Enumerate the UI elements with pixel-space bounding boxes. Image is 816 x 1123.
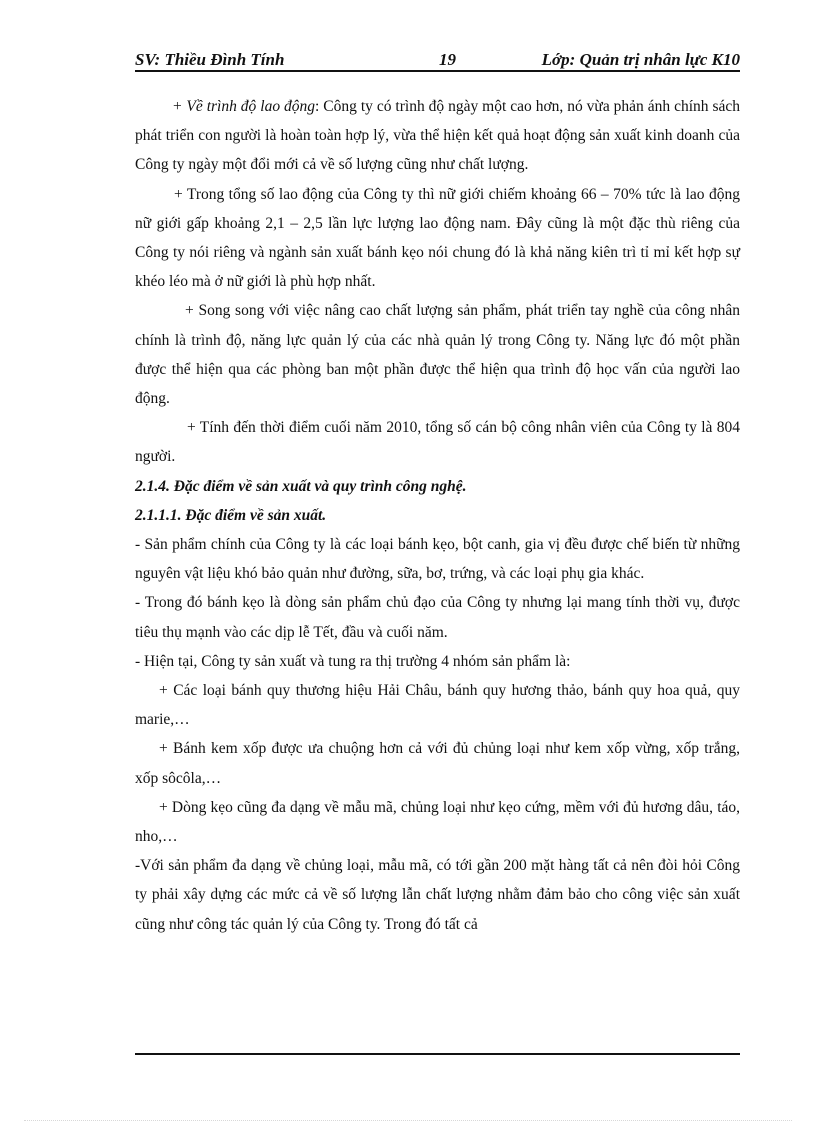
header-page-number: 19 [439, 50, 456, 69]
paragraph-staff-total: + Tính đến thời điểm cuối năm 2010, tổng số cán bộ công nhân viên của Công ty là 804 người. [135, 419, 740, 466]
paragraph-workforce-level [135, 92, 740, 180]
section-heading: 2.1.4. Đặc điểm về sản xuất và quy trình công nghệ. [135, 477, 467, 495]
header-class-name: Lớp: Quản trị nhân lực K10 [541, 50, 740, 69]
paragraph-product-groups: - Hiện tại, Công ty sản xuất và tung ra thị trường 4 nhóm sản phẩm là: [135, 652, 571, 670]
paragraph-female-ratio: + Trong tổng số lao động của Công ty thì nữ giới chiếm khoảng 66 – 70% tức là lao động nữ giới gấp khoảng 2,1 – 2,5 lần lực lượng lao động nam. Đây cũng là một đặc thù riêng của Công ty nói riêng và ngành sản xuất bánh kẹo nói chung đó là khả năng kiên trì tỉ mỉ kết hợp sự khéo léo mà ở nữ giới là phù hợp nhất. [135, 185, 740, 291]
header-student-name: SV: Thiều Đình Tính [135, 50, 285, 69]
paragraph-product-variety: -Với sản phẩm đa dạng về chủng loại, mẫu mã, có tới gần 200 mặt hàng tất cả nên đòi hỏi Công ty phải xây dựng các mức cả về số lượng lẫn chất lượng nhằm đảm bảo cho công việc sản xuất cũng như công tác quản lý của Công ty. Trong đó tất cả [135, 857, 740, 933]
paragraph-lead-italic: + Về trình độ lao động [172, 98, 316, 115]
footer-rule [135, 1053, 740, 1055]
paragraph-main-products: - Sản phẩm chính của Công ty là các loại bánh kẹo, bột canh, gia vị đều được chế biến từ những nguyên vật liệu khó bảo quản như đường, sữa, bơ, trứng, và các loại phụ gia khác. [135, 536, 740, 583]
document-body [135, 92, 740, 939]
list-item-wafers: + Bánh kem xốp được ưa chuộng hơn cả với đủ chủng loại như kem xốp vừng, xốp trắng, xốp sôcôla,… [135, 740, 740, 787]
page-header [135, 48, 740, 72]
list-item-candies: + Dòng kẹo cũng đa dạng về mẫu mã, chủng loại như kẹo cứng, mềm với đủ hương dâu, táo, nho,… [135, 798, 740, 846]
page-edge-divider [24, 1120, 792, 1121]
paragraph-seasonal-products: - Trong đó bánh kẹo là dòng sản phẩm chủ đạo của Công ty nhưng lại mang tính thời vụ, được tiêu thụ mạnh vào các dịp lễ Tết, đầu và cuối năm. [135, 594, 740, 641]
list-item-biscuits: + Các loại bánh quy thương hiệu Hải Châu, bánh quy hương thảo, bánh quy hoa quả, quy marie,… [135, 682, 740, 729]
paragraph-management-capacity: + Song song với việc nâng cao chất lượng sản phẩm, phát triển tay nghề của công nhân chính là trình độ, năng lực quản lý của các nhà quản lý trong Công ty. Năng lực đó một phần được thể hiện qua các phòng ban một phần được thể hiện qua trình độ học vấn của người lao động. [135, 302, 740, 408]
paragraph-text: : Công ty có trình độ ngày một cao hơn, nó vừa phản ánh chính sách phát triển con người là hoàn toàn hợp lý, vừa thể hiện kết quả hoạt động sản xuất kinh doanh của Công ty ngày một đổi mới cả về số lượng cũng như chất lượng. [135, 98, 741, 174]
subsection-heading: 2.1.1.1. Đặc điểm về sản xuất. [135, 506, 327, 524]
